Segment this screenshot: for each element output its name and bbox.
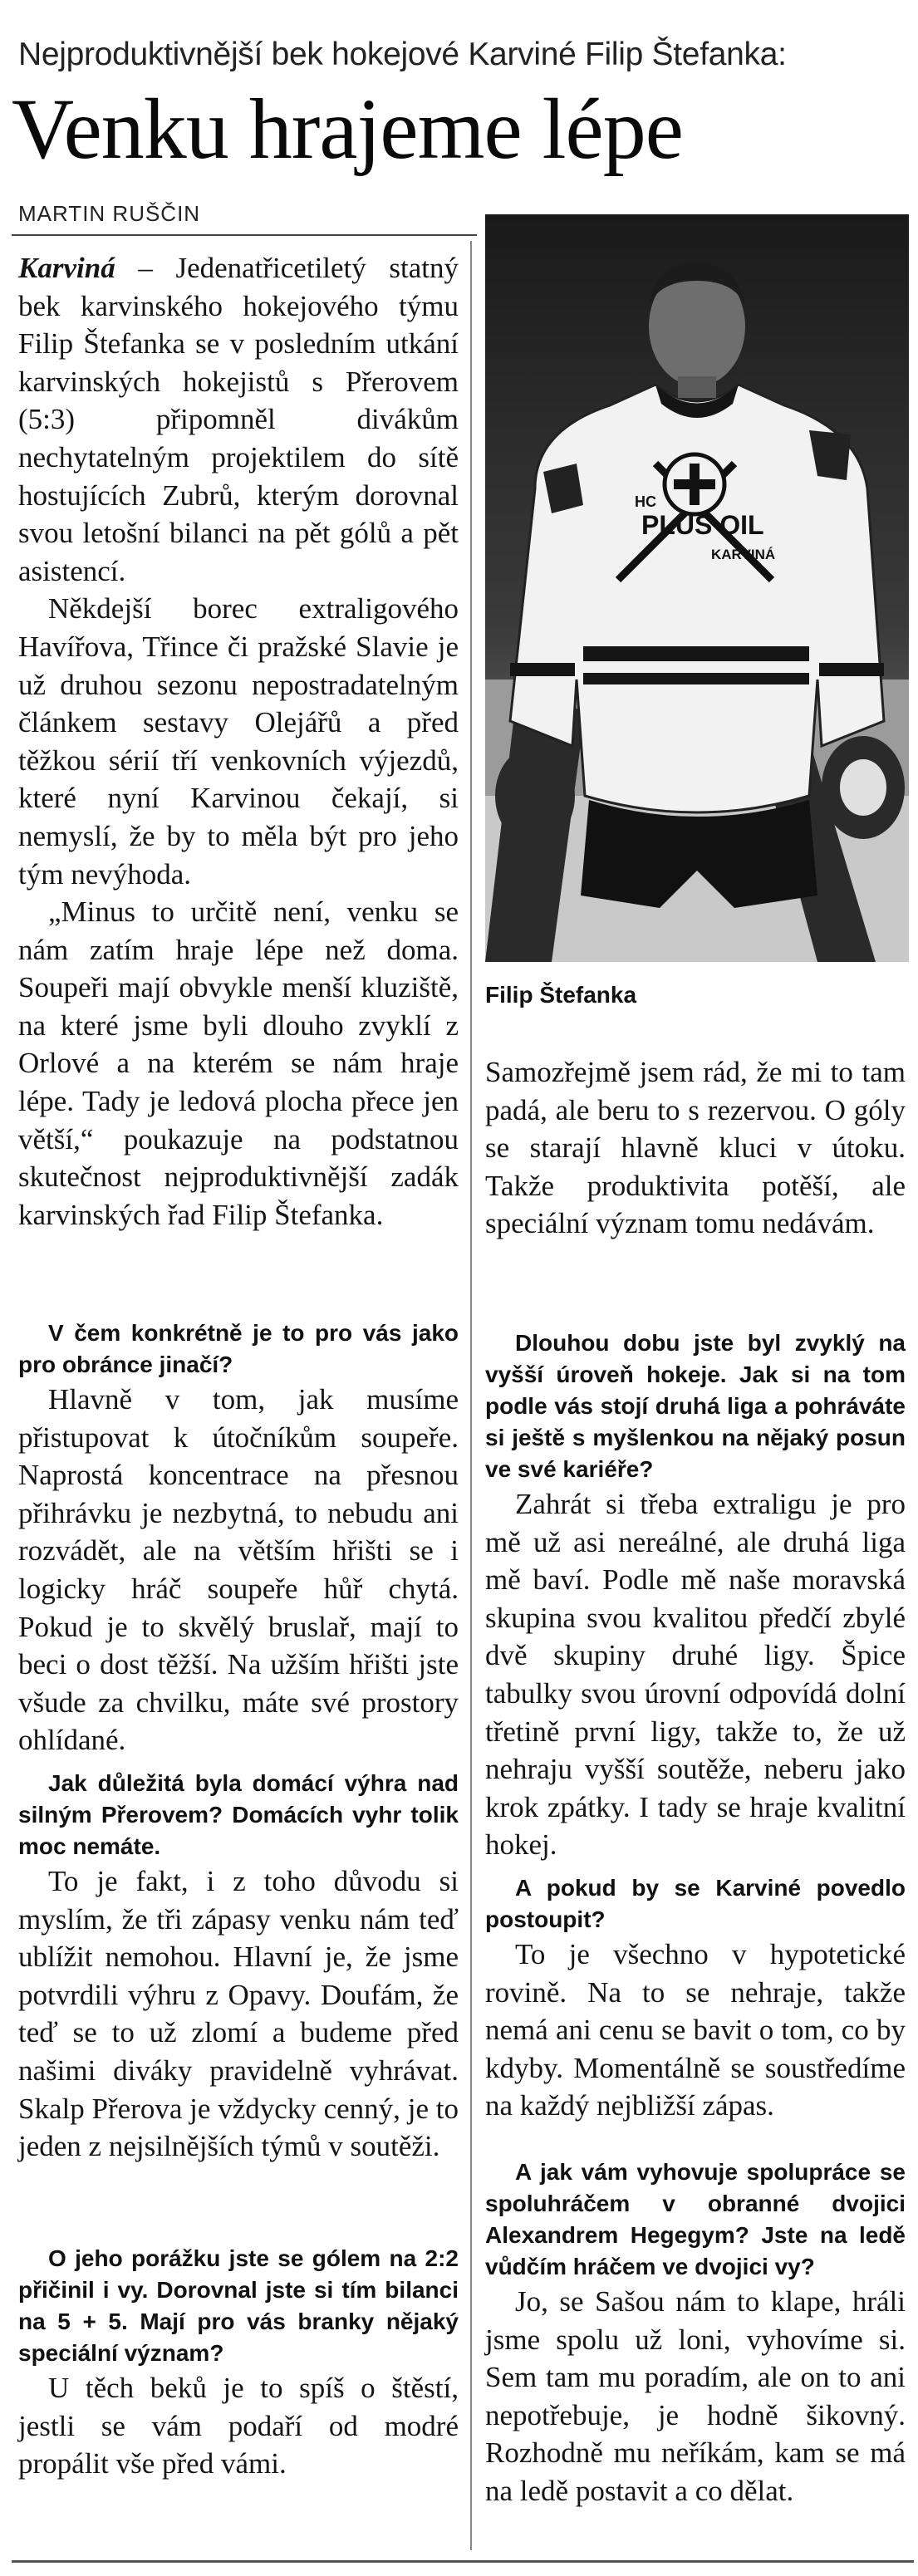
intro-paragraph [18,249,459,590]
jersey-logo-letters: HC [635,493,656,510]
interview-block-5 [485,1872,906,2125]
answer-3-continued-block [485,1053,906,1243]
article-kicker: Nejproduktivnější bek hokejové Karviné Filip Štefanka: [18,37,787,72]
jersey-team: KARVINÁ [711,547,776,562]
byline-rule [12,234,477,236]
answer-4: Zahrát si třeba extraligu je pro mě už asi nereálné, ale druhá liga mě baví. Podle mě naše moravská skupina svou kvalitou předčí zbylé dvě skupiny druhé ligy. Špice tabulky svou úrovní odpovídá dolní třetině první ligy, takže to, že už nehraju vyšší soutěže, neberu jako krok zpátky. I tady se hraje kvalitní hokej. [485,1488,906,1862]
interview-block-2 [18,1768,459,2166]
article-headline: Venku hrajeme lépe [12,81,683,177]
interview-block-6 [485,2156,906,2510]
question-3: O jeho porážku jste se gólem na 2:2 přičinil i vy. Dorovnal jste si tím bilanci na 5 + 5. Mají pro vás branky nějaký speciální význam? [18,2245,459,2366]
player-photo [485,214,909,962]
bottom-rule [12,2560,914,2563]
paragraph-3: „Minus to určitě není, venku se nám zatím hraje lépe než doma. Soupeři mají obvykle menší kluziště, na které jsme byli dlouho zvyklí z Orlové a na kterém se nám hraje lépe. Tady je ledová plocha přece jen větší,“ poukazuje na podstatnou skutečnost nejproduktivnější zadák karvinských řad Filip Štefanka. [18,895,459,1231]
left-column [18,249,459,1234]
question-6: A jak vám vyhovuje spolupráce se spoluhráčem v obranné dvojici Alexandrem Hegegym? Jste na ledě vůdčím hráčem ve dvojici vy? [485,2159,906,2279]
dateline: Karviná [18,252,115,284]
intro-text: – Jedenatřicetiletý statný bek karvinského hokejového týmu Filip Štefanka se v posledním utkání karvinských hokejistů s Přerovem (5:3) připomněl divákům nechytatelným projektilem do sítě hostujících Zubrů, kterým dorovnal svou letošní bilanci na pět gólů a pět asistencí. [18,252,459,587]
answer-3-start: U těch beků je to spíš o štěstí, jestli se vám podaří od modré propálit vše před vámi. [18,2372,459,2480]
answer-6: Jo, se Sašou nám to klape, hráli jsme spolu už loni, vyhovíme si. Sem tam mu poradím, ale on to ani nepotřebuje, je hodně šikovný. Rozhodně mu neříkám, kam se má na ledě postavit a co dělat. [485,2285,906,2507]
answer-3-end: Samozřejmě jsem rád, že mi to tam padá, ale beru to s rezervou. O góly se starají hlavně kluci v útoku. Takže produktivita potěší, ale speciální význam tomu nedávám. [485,1056,906,1240]
article-byline: MARTIN RUŠČIN [18,201,201,226]
question-4: Dlouhou dobu jste byl zvyklý na vyšší úroveň hokeje. Jak si na tom podle vás stojí druhá liga a pohráváte si ještě s myšlenkou na nějaký posun ve své kariéře? [485,1330,906,1482]
jersey-sponsor: PLUS OIL [641,510,764,540]
answer-5: To je všechno v hypotetické rovině. Na to se nehraje, takže nemá ani cenu se bavit o tom, co by kdyby. Momentálně se soustředíme na každý nejbližší zápas. [485,1938,906,2122]
question-5: A pokud by se Karviné povedlo postoupit? [485,1875,906,1932]
column-divider [470,241,472,2550]
interview-block-3 [18,2243,459,2483]
question-1: V čem konkrétně je to pro vás jako pro obránce jinačí? [18,1320,459,1377]
paragraph-2: Někdejší borec extraligového Havířova, Třince či pražské Slavie je už druhou sezonu nepostradatelným článkem sestavy Olejářů a před těžkou sérií tří venkovních výjezdů, které nyní Karvinou čekají, si nemyslí, že by to měla být pro jeho tým nevýhoda. [18,592,459,891]
interview-block-4 [485,1327,906,1864]
interview-block-1 [18,1317,459,1759]
answer-2: To je fakt, i z toho důvodu si myslím, že tři zápasy venku nám teď ublížit nemohou. Hlavní je, že jsme potvrdili výhru z Opavy. Doufám, že teď se to už zlomí a budeme před našimi diváky pravidelně vyhrávat. Skalp Přerova je vždycky cenný, je to jeden z nejsilnějších týmů v soutěži. [18,1865,459,2163]
photo-caption: Filip Štefanka [485,982,637,1008]
answer-1: Hlavně v tom, jak musíme přistupovat k útočníkům soupeře. Naprostá koncentrace na přesnou přihrávku je nezbytná, to nebudu ani rozvádět, ale na větším hřišti se i logicky hráč soupeře hůř chytá. Pokud je to skvělý bruslař, mají to beci o dost těžší. Na užším hřišti jste všude za chvilku, máte své prostory ohlídané. [18,1383,459,1757]
question-2: Jak důležitá byla domácí výhra nad silným Přerovem? Domácích vyhr tolik moc nemáte. [18,1770,459,1859]
